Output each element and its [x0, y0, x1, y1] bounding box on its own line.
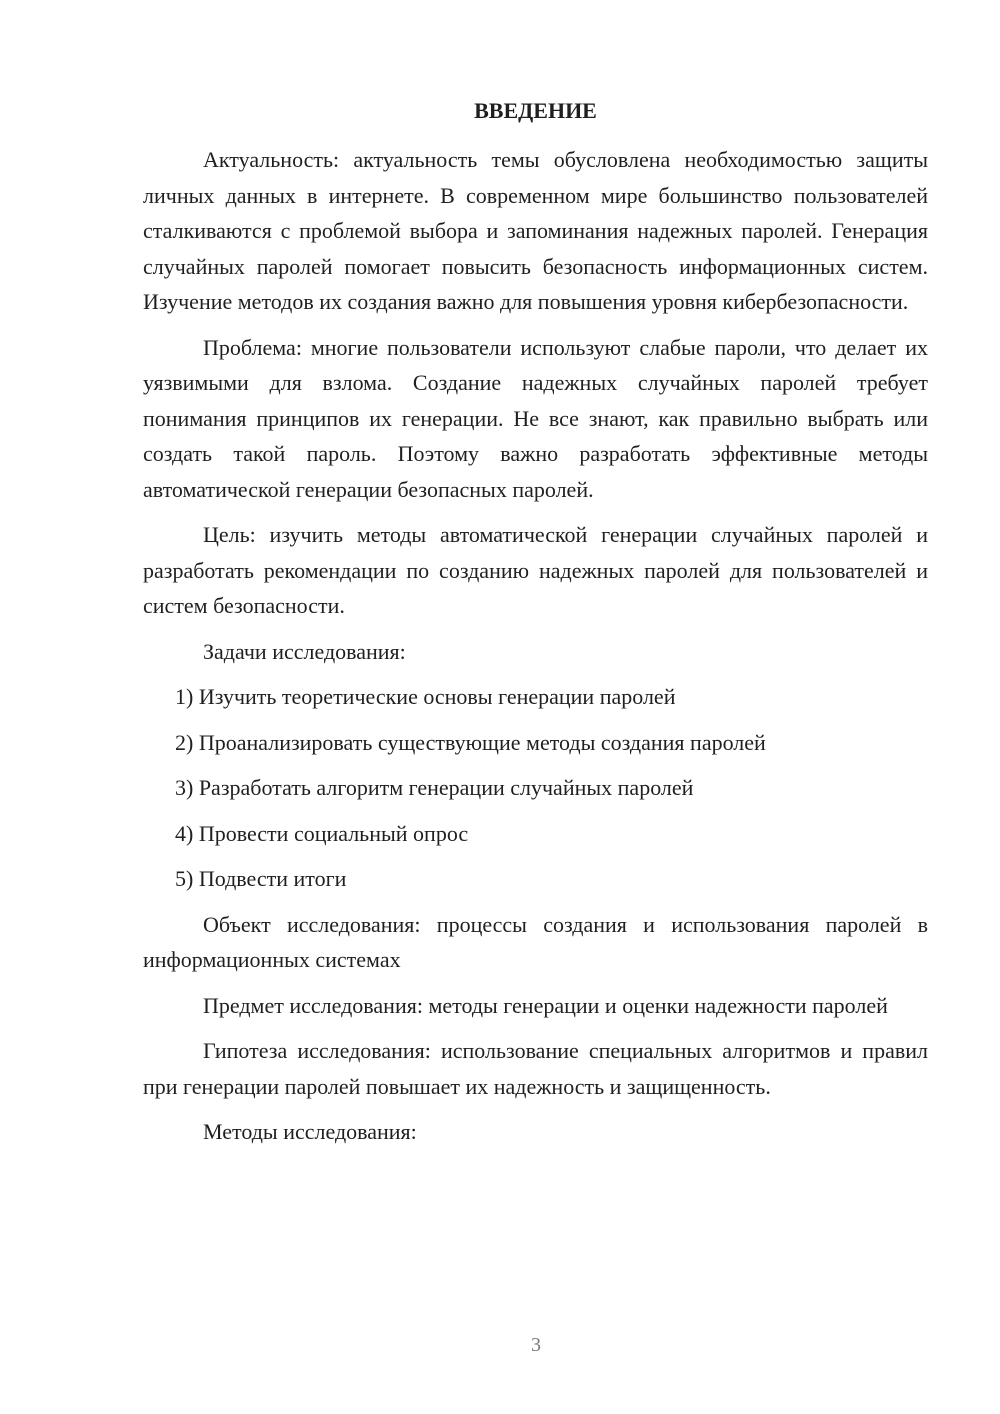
problem-paragraph: Проблема: многие пользователи используют слабые пароли, что делает их уязвимыми для взлома. Создание надежных случайных паролей требует понимания принципов их генерации. Не все знают, как правильно выбрать или создать такой пароль. Поэтому важно разработать эффективные методы автоматической генерации безопасных паролей. — [143, 334, 928, 502]
list-item: 4) Провести социальный опрос — [175, 820, 469, 846]
list-item: 5) Подвести итоги — [175, 866, 347, 891]
page-content — [143, 96, 928, 1160]
list-item: 1) Изучить теоретические основы генерации паролей — [175, 684, 676, 709]
goal-paragraph: Цель: изучить методы автоматической генерации случайных паролей и разработать рекомендации по созданию надежных паролей для пользователей и систем безопасности. — [143, 522, 928, 618]
tasks-label: Задачи исследования: — [203, 638, 406, 664]
list-item: 3) Разработать алгоритм генерации случайных паролей — [175, 775, 694, 800]
list-item: 2) Проанализировать существующие методы создания паролей — [175, 729, 766, 755]
tasks-list — [143, 679, 928, 897]
subject-paragraph: Предмет исследования: методы генерации и оценки надежности паролей — [203, 992, 888, 1018]
page-number: 3 — [531, 1334, 541, 1356]
page-title: ВВЕДЕНИЕ — [474, 98, 597, 123]
object-paragraph: Объект исследования: процессы создания и использования паролей в информационных системах — [143, 911, 928, 972]
methods-label: Методы исследования: — [203, 1119, 417, 1144]
relevance-paragraph: Актуальность: актуальность темы обусловлена необходимостью защиты личных данных в интернете. В современном мире большинство пользователей сталкиваются с проблемой выбора и запоминания надежных паролей. Генерация случайных паролей помогает повысить безопасность информационных систем. Изучение методов их создания важно для повышения уровня кибербезопасности. — [143, 147, 928, 314]
hypothesis-paragraph: Гипотеза исследования: использование специальных алгоритмов и правил при генерации паролей повышает их надежность и защищенность. — [143, 1038, 928, 1099]
